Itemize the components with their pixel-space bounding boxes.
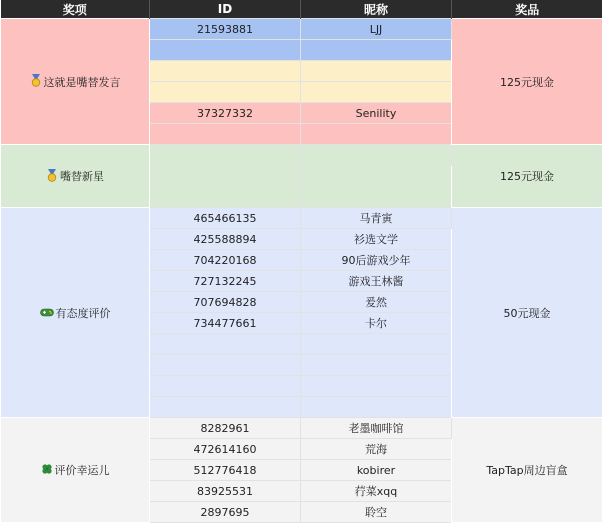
header-id: ID [150, 0, 301, 19]
user-id-cell [150, 166, 301, 187]
award-category-cell [1, 145, 150, 208]
header-nickname: 昵称 [301, 0, 452, 19]
nickname-cell: 90后游戏少年 [301, 250, 452, 271]
nickname-cell: LJJ [301, 19, 452, 40]
user-id-cell [150, 376, 301, 397]
user-id-cell: 2897695 [150, 502, 301, 523]
header-prize: 奖品 [452, 0, 602, 19]
gamepad-icon [40, 307, 54, 319]
user-id-cell [150, 82, 301, 103]
nickname-cell: 荒海 [301, 439, 452, 460]
table-body [1, 19, 602, 523]
user-id-cell: 472614160 [150, 439, 301, 460]
user-id-cell: 37327332 [150, 103, 301, 124]
nickname-cell: 荇菜xqq [301, 481, 452, 502]
nickname-cell: 爰然 [301, 292, 452, 313]
user-id-cell [150, 124, 301, 145]
nickname-cell [301, 124, 452, 145]
prize-cell: 125元现金 [452, 145, 602, 208]
nickname-cell [301, 187, 452, 208]
medal-icon [46, 169, 58, 184]
header-award: 奖项 [1, 0, 150, 19]
award-name: 评价幸运儿 [54, 464, 110, 477]
nickname-cell [301, 61, 452, 82]
user-id-cell: 425588894 [150, 229, 301, 250]
nickname-cell: Senility [301, 103, 452, 124]
user-id-cell [150, 40, 301, 61]
user-id-cell: 734477661 [150, 313, 301, 334]
user-id-cell [150, 61, 301, 82]
award-category-cell [1, 418, 150, 523]
award-category-cell [1, 208, 150, 418]
user-id-cell: 83925531 [150, 481, 301, 502]
prize-cell: TapTap周边盲盒 [452, 418, 602, 523]
award-category-cell [1, 19, 150, 145]
table-row [1, 418, 602, 439]
nickname-cell [301, 82, 452, 103]
nickname-cell [301, 355, 452, 376]
user-id-cell [150, 334, 301, 355]
table-row [1, 208, 602, 229]
nickname-cell: 游戏王林酱 [301, 271, 452, 292]
award-name: 这就是嘴替发言 [43, 75, 121, 89]
user-id-cell: 21593881 [150, 19, 301, 40]
table-row [1, 145, 602, 166]
nickname-cell: 聆空 [301, 502, 452, 523]
table-header-row [1, 0, 602, 19]
user-id-cell: 707694828 [150, 292, 301, 313]
user-id-cell: 512776418 [150, 460, 301, 481]
clover-icon [41, 463, 53, 477]
nickname-cell [301, 334, 452, 355]
nickname-cell: 卡尔 [301, 313, 452, 334]
user-id-cell [150, 187, 301, 208]
nickname-cell: 老墨咖啡馆 [301, 418, 452, 439]
nickname-cell: 马青寅 [301, 208, 452, 229]
user-id-cell: 8282961 [150, 418, 301, 439]
prize-cell: 50元现金 [452, 208, 602, 418]
user-id-cell [150, 397, 301, 418]
nickname-cell [301, 40, 452, 61]
award-name: 有态度评价 [55, 306, 111, 320]
table-row [1, 19, 602, 40]
nickname-cell [301, 397, 452, 418]
award-name: 嘴替新星 [60, 170, 104, 183]
nickname-cell [301, 376, 452, 397]
nickname-cell [301, 166, 452, 187]
nickname-cell: 衫选文学 [301, 229, 452, 250]
user-id-cell [150, 355, 301, 376]
nickname-cell: kobirer [301, 460, 452, 481]
nickname-cell [301, 145, 452, 166]
user-id-cell: 727132245 [150, 271, 301, 292]
user-id-cell: 704220168 [150, 250, 301, 271]
prize-cell: 125元现金 [452, 19, 602, 145]
user-id-cell [150, 145, 301, 166]
user-id-cell: 465466135 [150, 208, 301, 229]
medal-icon [30, 74, 42, 89]
